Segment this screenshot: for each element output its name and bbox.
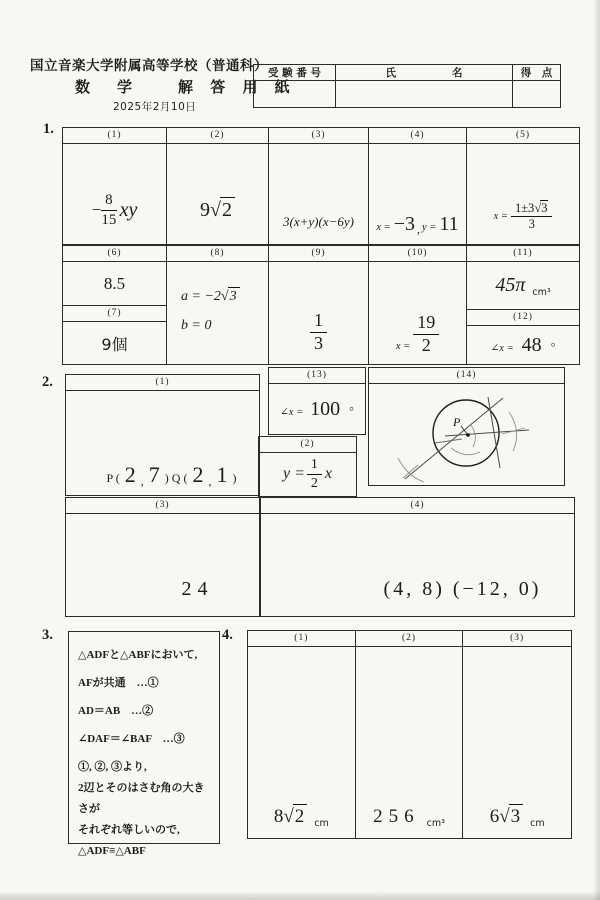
question-3-number: 3. (42, 627, 53, 643)
q1-cell-1 (63, 128, 167, 244)
a9-numerator: 1 (310, 311, 327, 333)
q1-header-11: (11) (467, 246, 579, 262)
a11-unit: cm³ (532, 287, 551, 298)
q1-header-2: (2) (167, 128, 268, 144)
name-field[interactable] (336, 81, 513, 107)
exam-number-field[interactable] (254, 81, 336, 107)
q4-header-1: (1) (248, 631, 355, 647)
a4-x-value: −3 (393, 213, 415, 235)
q1-header-7: (7) (63, 305, 166, 322)
compass-arc-center-low (451, 448, 480, 455)
proof-line-6: 2辺とそのはさむ角の大きさが (78, 782, 205, 815)
q4-3-radicand: 3 (509, 804, 524, 828)
a4-x-label: x = (376, 222, 391, 233)
a2-2-denominator: 2 (310, 475, 318, 491)
exam-date: 2025年2月10日 (113, 101, 197, 113)
a2-4-value: (4, 8) (−12, 0) (383, 578, 542, 600)
q2-header-2: (2) (259, 437, 356, 453)
a4-separator: , (417, 222, 420, 236)
a2-1-qx: 2 (192, 462, 204, 487)
compass-arc-bottom-left (398, 458, 424, 482)
q1-cell-11-12 (467, 246, 579, 364)
q1-header-4: (4) (369, 128, 466, 144)
question-1-number: 1. (43, 121, 54, 137)
proof-line-5: ①, ②, ③より, (78, 761, 147, 773)
q1-cell-10 (369, 246, 467, 364)
school-name: 国立音楽大学附属高等学校（普通科） (30, 58, 268, 74)
q4-header-3: (3) (463, 631, 571, 647)
a2-2-fraction (307, 457, 322, 491)
q1-box-14 (368, 367, 565, 486)
exam-number-label: 受 験 番 号 (254, 65, 336, 81)
point-pointer-line (461, 426, 467, 434)
q4-1-unit: cm (314, 818, 329, 829)
proof-line-1: △ADFと△ABFにおいて, (78, 649, 198, 661)
q4-3-radical-sign: √ (499, 806, 510, 827)
a13-value: 100 (310, 397, 341, 420)
a9-denominator: 3 (314, 333, 323, 354)
examinee-info-table (253, 64, 561, 108)
a2-1-px: 2 (124, 462, 136, 487)
q1-header-14: (14) (369, 368, 564, 384)
name-label-right: 名 (452, 67, 463, 79)
a4-y-label: y = (422, 222, 437, 233)
q4-header-2: (2) (356, 631, 463, 647)
q2-header-1: (1) (66, 375, 259, 391)
q4-1-coefficient: 8 (273, 806, 284, 827)
q4-2-value: 256 (373, 806, 420, 827)
q1-header-3: (3) (269, 128, 368, 144)
q1-header-9: (9) (269, 246, 368, 262)
name-label-left: 氏 (385, 67, 396, 79)
a1-numerator: 8 (101, 192, 117, 211)
name-label (336, 65, 513, 81)
cross-tick-bottom-left (403, 465, 418, 478)
a13-degree-mark: ° (349, 403, 354, 418)
a12-value: 48 (521, 334, 542, 356)
q1-header-8: (8) (167, 246, 268, 262)
q4-1-radicand: 2 (293, 804, 308, 828)
question-2-number: 2. (42, 374, 53, 390)
a8-line2: b = 0 (181, 317, 212, 333)
a2-2-variable: x (324, 465, 332, 482)
score-field[interactable] (513, 81, 560, 107)
q2-header-3: (3) (66, 498, 259, 514)
q1-cell-9 (269, 246, 369, 364)
a1-minus-sign: − (91, 200, 102, 219)
a2-coefficient: 9 (200, 199, 210, 221)
a3-expression: 3(x+y)(x−6y) (283, 214, 354, 229)
q4-2-unit: cm³ (426, 818, 445, 829)
proof-line-2: AFが共通 …① (78, 677, 159, 689)
a5-fraction (511, 202, 553, 233)
a2-3-value: 24 (181, 578, 214, 600)
a2-1-comma2: , (208, 474, 212, 488)
q2-box-1 (65, 374, 260, 496)
a2-1-close: ) (232, 471, 237, 485)
a10-fraction (413, 313, 439, 356)
q1-header-10: (10) (369, 246, 466, 262)
a1-variables: xy (119, 198, 138, 221)
point-p-label: P (453, 415, 461, 429)
construction-drawing (369, 384, 564, 484)
diagonal-line (405, 398, 503, 479)
q1-cell-2 (167, 128, 269, 244)
a2-1-qy: 1 (216, 462, 228, 487)
a5-radical-sign: √ (534, 200, 542, 215)
q1-cell-6-7 (63, 246, 167, 364)
a8-line1-pre: a = −2 (181, 288, 221, 304)
a5-numerator (511, 202, 553, 218)
a13-angle-label: ∠x = (280, 406, 304, 418)
q1-header-13: (13) (269, 368, 365, 384)
q2-header-4: (4) (261, 498, 574, 514)
a8-radicand: 3 (228, 287, 240, 305)
scan-edge-right (593, 0, 600, 900)
q4-table (247, 630, 572, 839)
q4-1-radical-sign: √ (283, 806, 294, 827)
a1-fraction (101, 192, 117, 228)
a2-1-q-open: ) Q ( (164, 471, 188, 485)
a5-denominator: 3 (528, 217, 535, 232)
score-label: 得 点 (513, 65, 560, 81)
a6-value: 8.5 (103, 273, 126, 293)
proof-line-8: △ADF≡△ABF (78, 845, 146, 857)
a7-value: 9個 (101, 334, 128, 354)
question-4-number: 4. (222, 627, 233, 643)
a11-value: 45π (495, 274, 526, 296)
sheet-title: 解 答 用 紙 (178, 78, 296, 96)
a5-radicand: 3 (541, 200, 548, 215)
q1-cell-8 (167, 246, 269, 364)
q1-header-5: (5) (467, 128, 579, 144)
compass-arc-center (470, 424, 475, 447)
a4-y-value: 11 (439, 213, 459, 235)
q1-header-6: (6) (63, 246, 166, 262)
proof-line-3: AD＝AB …② (78, 705, 154, 717)
a2-1-py: 7 (148, 462, 160, 487)
q1-cell-4 (369, 128, 467, 244)
a5-x-label: x = (493, 211, 508, 223)
q2-box-2 (258, 436, 357, 497)
q1-row1-table (62, 127, 580, 245)
a8-radical-sign: √ (220, 288, 229, 304)
q4-cell-3 (463, 631, 571, 838)
q1-cell-5 (467, 128, 579, 244)
a9-fraction (310, 311, 327, 354)
a2-2-lhs: y = (282, 465, 305, 482)
a2-1-p-open: P ( (106, 471, 120, 485)
q4-3-coefficient: 6 (489, 806, 500, 827)
a2-1-comma1: , (140, 474, 144, 488)
q2-box-3 (65, 497, 260, 617)
a5-num-pre: 1±3 (514, 200, 535, 215)
a2-radical-sign: √ (210, 199, 221, 221)
a1-denominator: 15 (101, 211, 117, 228)
q4-3-unit: cm (530, 818, 545, 829)
q1-header-1: (1) (63, 128, 166, 144)
a12-degree-mark: ° (550, 340, 556, 354)
proof-line-7: それぞれ等しいので, (78, 824, 180, 836)
q3-proof-box (68, 631, 220, 857)
q1-header-12: (12) (467, 309, 579, 326)
a10-numerator: 19 (413, 313, 439, 335)
a12-angle-label: ∠x = (490, 343, 514, 354)
q1-box-13 (268, 367, 366, 435)
point-p-dot (466, 433, 470, 437)
scan-edge-bottom (0, 891, 600, 900)
a2-radicand: 2 (220, 197, 235, 222)
a10-x-label: x = (395, 341, 411, 352)
q2-box-4 (260, 497, 575, 617)
q1-cell-3 (269, 128, 369, 244)
a2-2-numerator: 1 (307, 457, 322, 474)
a10-denominator: 2 (421, 335, 431, 356)
q4-cell-2 (356, 631, 464, 838)
q4-cell-1 (248, 631, 356, 838)
subject-label: 数 学 (75, 78, 139, 96)
q1-row2-table (62, 245, 580, 365)
proof-line-4: ∠DAF＝∠BAF …③ (78, 733, 185, 745)
